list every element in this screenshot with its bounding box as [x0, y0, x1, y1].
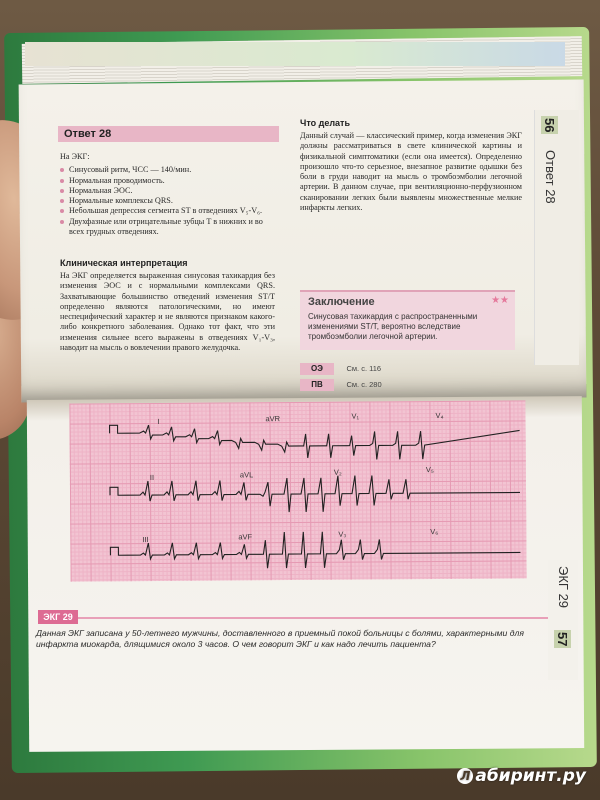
ref-text: См. с. 116 — [346, 364, 382, 373]
section-divider — [78, 617, 548, 619]
lead-label: aVL — [239, 470, 254, 480]
lead-label: V₅ — [425, 465, 434, 475]
upper-side-band — [534, 110, 579, 365]
findings-list — [60, 165, 275, 237]
side-label-ekg: ЭКГ 29 — [556, 566, 571, 609]
finding-item: Нормальная ЭОС. — [60, 186, 275, 196]
top-page-strip — [25, 42, 565, 66]
ekg-number-tag: ЭКГ 29 — [38, 610, 78, 624]
what-to-do-heading: Что делать — [300, 118, 350, 128]
interpretation-text: На ЭКГ определяется выраженная синусовая тахикардия без изменения ЭОС и с нормальными комплексами QRS. Захватывающие большинство отведений изменения ST/T определенно являются патологическими, но имеют неспецифический характер и не являются признаком какого-либо конкретного заболевания. Однако тот факт, что эти изменения сильнее всего выражены в отведениях V₁-V₃, наводит на мысль о вовлечении правого желудочка. — [60, 271, 275, 353]
answer-title-bar: Ответ 28 — [58, 126, 279, 142]
ecg-intro: На ЭКГ: — [60, 152, 90, 161]
lead-label: III — [142, 535, 149, 545]
lead-label: V₃ — [338, 529, 347, 539]
lead-label: V₄ — [435, 410, 444, 421]
finding-item: Нормальные комплексы QRS. — [60, 196, 275, 206]
lead-label: I — [157, 416, 160, 426]
ecg-row-3 — [110, 530, 520, 569]
conclusion-title: Заключение — [308, 296, 375, 308]
ref-tag: ПВ — [300, 379, 334, 391]
ref-tag: ОЭ — [300, 363, 334, 375]
labirint-watermark — [457, 766, 586, 786]
lead-label: aVR — [265, 414, 281, 424]
finding-item: Двухфазные или отрицательные зубцы T в нижних и во всех грудных отведениях. — [60, 217, 275, 238]
page-number-56: 56 — [542, 118, 557, 133]
ecg-tracing — [69, 400, 526, 581]
lead-label: V₂ — [333, 467, 342, 477]
ecg-row-2 — [110, 474, 520, 513]
conclusion-box — [300, 290, 515, 350]
finding-item: Нормальная проводимость. — [60, 176, 275, 186]
what-to-do-text: Данный случай — классический пример, когда изменения ЭКГ должны рассматриваться в свете клинической картины и физикальной симптоматики (если она имеется). Определенно произошло что-то серьезное, внезапное развитие одышки без боли в груди наводит на мысль о тромбоэмболии легочной артерии. В данном случае, при вентиляционно-перфузионном сканировании легких были выявлены множественные мелкие инфаркты легких. — [300, 131, 522, 213]
conclusion-text: Синусовая тахикардия с распространенными изменениями ST/T, вероятно вследствие тромбоэмболии легочной артерии. — [308, 312, 478, 341]
side-label-answer: Ответ 28 — [543, 150, 558, 204]
page-number-57: 57 — [555, 632, 570, 647]
lead-label: II — [149, 473, 155, 483]
labirint-logo-icon: Л — [457, 768, 473, 784]
reference-row-pv — [300, 374, 382, 392]
ref-text: См. с. 280 — [346, 380, 382, 389]
lead-label: aVF — [238, 532, 253, 542]
interpretation-heading: Клиническая интерпретация — [60, 258, 188, 268]
difficulty-stars: ★★ — [491, 295, 509, 306]
ecg-waveforms — [69, 400, 526, 581]
ecg-row-1 — [110, 422, 520, 461]
ecg-findings-block — [60, 152, 275, 237]
lower-side-band — [548, 560, 578, 680]
watermark-text: абиринт.ру — [475, 766, 586, 786]
finding-item: Небольшая депрессия сегмента ST в отведениях V₅-V₆. — [60, 206, 275, 216]
question-text: Данная ЭКГ записана у 50-летнего мужчины, доставленного в приемный покой больницы с болями, характерными для инфаркта миокарда, длящимися около 3 часов. О чем говорит ЭКГ и как надо лечить пациента? — [36, 628, 524, 649]
lead-label: V₁ — [351, 411, 360, 421]
finding-item: Синусовый ритм, ЧСС — 140/мин. — [60, 165, 275, 175]
lead-label: V₆ — [430, 527, 439, 537]
